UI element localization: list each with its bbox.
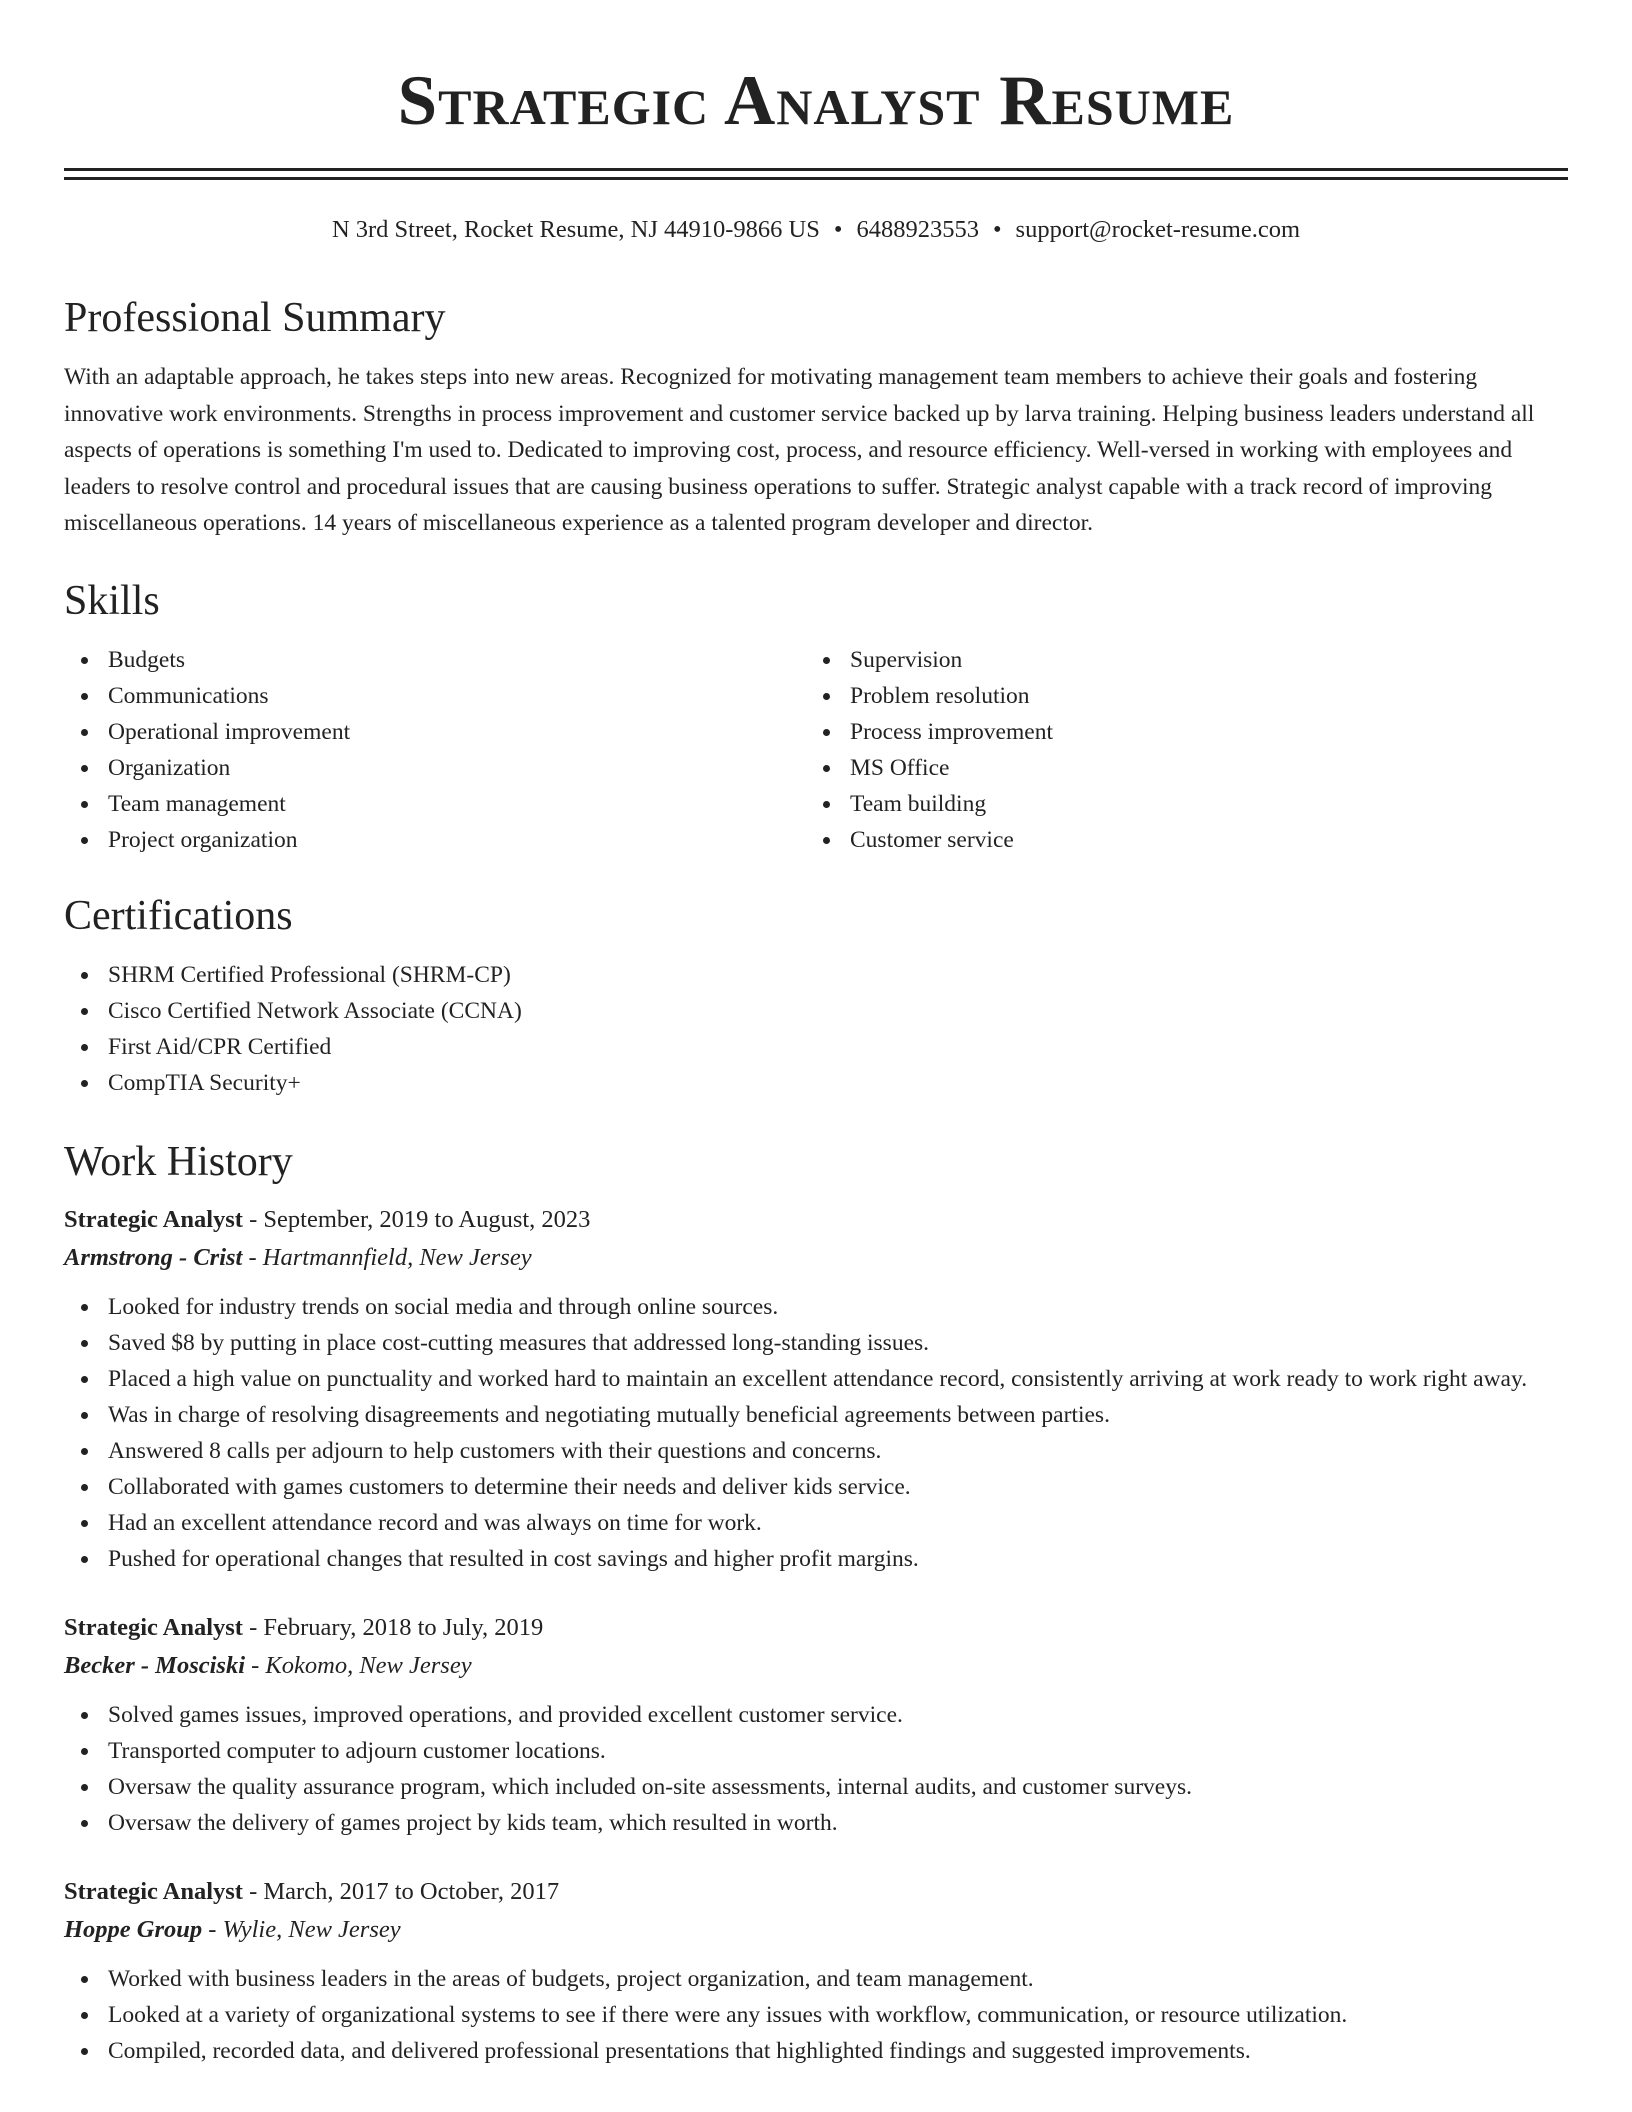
skill-item: Operational improvement	[64, 714, 806, 750]
skill-item: Problem resolution	[806, 678, 1548, 714]
skill-item: Team management	[64, 786, 806, 822]
certifications-list	[64, 957, 1568, 1101]
job-bullet: Compiled, recorded data, and delivered professional presentations that highlighted findings and suggested improvements.	[64, 2033, 1568, 2069]
skills-list-right	[806, 642, 1548, 858]
job-company: Hoppe Group	[64, 1916, 203, 1943]
job-dates: September, 2019 to August, 2023	[263, 1206, 591, 1233]
job-title: Strategic Analyst	[64, 1614, 243, 1641]
job-bullet: Looked at a variety of organizational systems to see if there were any issues with workflow, communication, or resource utilization.	[64, 1997, 1568, 2033]
contact-phone: 6488923553	[856, 216, 979, 243]
certification-item: First Aid/CPR Certified	[64, 1029, 1568, 1065]
work-history-section	[64, 1137, 1568, 2069]
contact-separator: •	[992, 216, 1002, 243]
skill-item: Team building	[806, 786, 1548, 822]
summary-heading: Professional Summary	[64, 295, 446, 341]
skill-item: Communications	[64, 678, 806, 714]
skills-section	[64, 576, 1568, 858]
job-location: Kokomo, New Jersey	[265, 1652, 472, 1679]
job-title: Strategic Analyst	[64, 1878, 243, 1905]
job-bullet: Placed a high value on punctuality and worked hard to maintain an excellent attendance record, consistently arriving at work ready to work right away.	[64, 1361, 1568, 1397]
job-dates: March, 2017 to October, 2017	[263, 1878, 560, 1905]
job-company: Armstrong - Crist	[64, 1244, 243, 1271]
summary-text: With an adaptable approach, he takes steps into new areas. Recognized for motivating management team members to achieve their goals and fostering innovative work environments. Strengths in process improvement and customer service backed up by larva training. Helping business leaders understand all aspects of operations is something I'm used to. Dedicated to improving cost, process, and resource efficiency. Well-versed in working with employees and leaders to resolve control and procedural issues that are causing business operations to suffer. Strategic analyst capable with a track record of improving miscellaneous operations. 14 years of miscellaneous experience as a talented program developer and director.	[64, 364, 1535, 536]
job-bullet: Answered 8 calls per adjourn to help customers with their questions and concerns.	[64, 1433, 1568, 1469]
job-company-line: Armstrong - Crist - Hartmannfield, New Jersey	[64, 1244, 532, 1271]
skills-heading: Skills	[64, 578, 160, 624]
job-bullets	[64, 1697, 1568, 1841]
skill-item: Supervision	[806, 642, 1548, 678]
certification-item: CompTIA Security+	[64, 1065, 1568, 1101]
job-title-line: Strategic Analyst - February, 2018 to July, 2019	[64, 1614, 544, 1641]
skill-item: Process improvement	[806, 714, 1548, 750]
certification-item: Cisco Certified Network Associate (CCNA)	[64, 993, 1568, 1029]
skill-item: Organization	[64, 750, 806, 786]
job-title-line: Strategic Analyst - September, 2019 to August, 2023	[64, 1206, 591, 1233]
job-bullet: Pushed for operational changes that resulted in cost savings and higher profit margins.	[64, 1541, 1568, 1577]
job-bullet: Looked for industry trends on social media and through online sources.	[64, 1289, 1568, 1325]
job-bullet: Solved games issues, improved operations, and provided excellent customer service.	[64, 1697, 1568, 1733]
job-title-line: Strategic Analyst - March, 2017 to October, 2017	[64, 1878, 560, 1905]
skill-item: MS Office	[806, 750, 1548, 786]
contact-separator: •	[833, 216, 843, 243]
work-history-heading: Work History	[64, 1139, 293, 1185]
job-bullets	[64, 1289, 1568, 1577]
job-location: Wylie, New Jersey	[222, 1916, 401, 1943]
skill-item: Customer service	[806, 822, 1548, 858]
job-bullets	[64, 1961, 1568, 2069]
job-bullet: Was in charge of resolving disagreements and negotiating mutually beneficial agreements between parties.	[64, 1397, 1568, 1433]
job-company: Becker - Mosciski	[64, 1652, 245, 1679]
skill-item: Budgets	[64, 642, 806, 678]
certification-item: SHRM Certified Professional (SHRM-CP)	[64, 957, 1568, 993]
job-bullet: Saved $8 by putting in place cost-cutting measures that addressed long-standing issues.	[64, 1325, 1568, 1361]
title-rule-bottom	[64, 177, 1568, 180]
job-dates: February, 2018 to July, 2019	[263, 1614, 544, 1641]
certifications-section	[64, 891, 1568, 1101]
skills-list-left	[64, 642, 806, 858]
contact-email: support@rocket-resume.com	[1015, 216, 1301, 243]
job-bullet: Collaborated with games customers to determine their needs and deliver kids service.	[64, 1469, 1568, 1505]
resume-title: Strategic Analyst Resume	[397, 62, 1235, 140]
job-entry	[64, 1609, 1568, 1841]
job-company-line: Becker - Mosciski - Kokomo, New Jersey	[64, 1652, 472, 1679]
job-entry	[64, 1201, 1568, 1577]
resume-page	[64, 0, 1568, 2064]
job-bullet: Transported computer to adjourn customer locations.	[64, 1733, 1568, 1769]
job-bullet: Had an excellent attendance record and was always on time for work.	[64, 1505, 1568, 1541]
title-rule-top	[64, 168, 1568, 171]
skill-item: Project organization	[64, 822, 806, 858]
certifications-heading: Certifications	[64, 893, 293, 939]
skills-columns	[64, 642, 1568, 858]
contact-line	[64, 214, 1568, 246]
job-title: Strategic Analyst	[64, 1206, 243, 1233]
job-location: Hartmannfield, New Jersey	[262, 1244, 532, 1271]
summary-section	[64, 293, 1568, 542]
job-bullet: Oversaw the delivery of games project by kids team, which resulted in worth.	[64, 1805, 1568, 1841]
job-bullet: Oversaw the quality assurance program, which included on-site assessments, internal audits, and customer surveys.	[64, 1769, 1568, 1805]
job-bullet: Worked with business leaders in the areas of budgets, project organization, and team management.	[64, 1961, 1568, 1997]
contact-address: N 3rd Street, Rocket Resume, NJ 44910-9866 US	[331, 216, 820, 243]
job-company-line: Hoppe Group - Wylie, New Jersey	[64, 1916, 401, 1943]
job-entry	[64, 1873, 1568, 2069]
